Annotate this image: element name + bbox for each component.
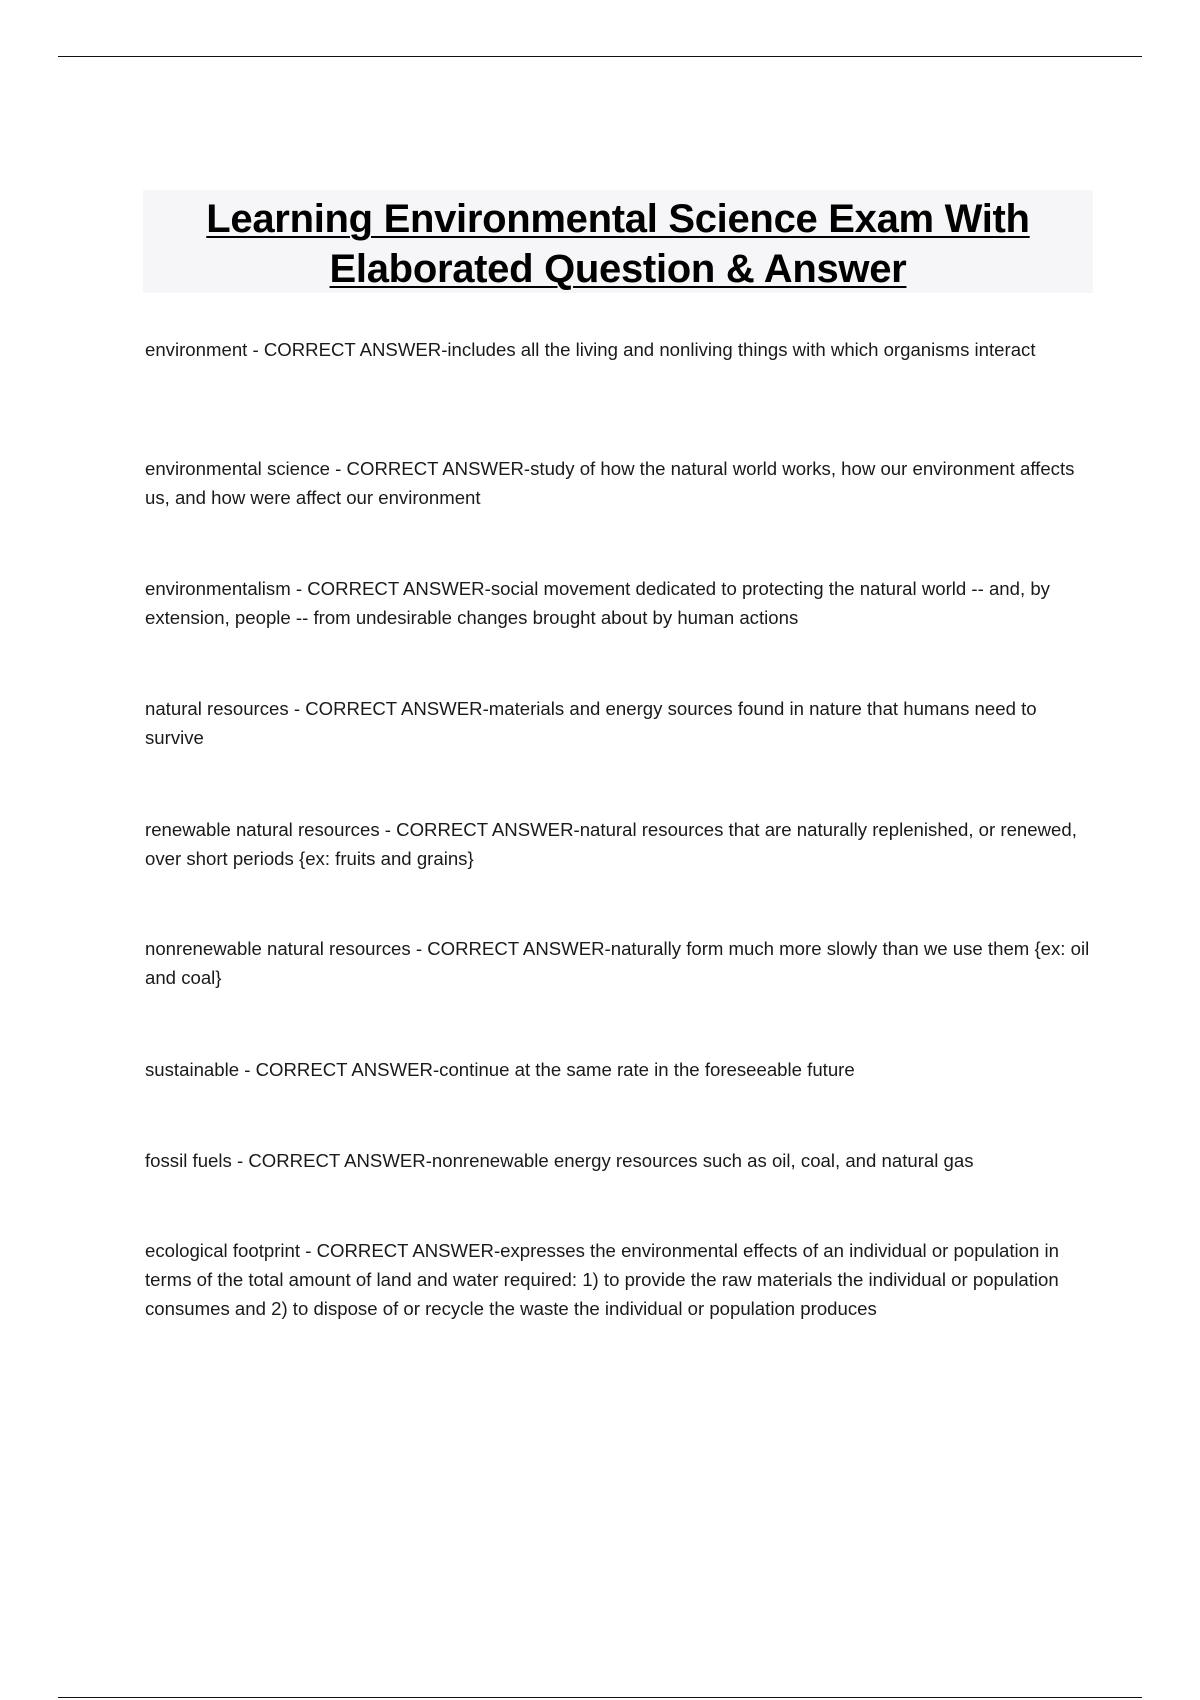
qa-item-fossil-fuels: fossil fuels - CORRECT ANSWER-nonrenewable energy resources such as oil, coal, and natural gas — [145, 1150, 974, 1171]
qa-answer: natural resources that are naturally replenished, or renewed, over short periods {ex: fruits and grains} — [145, 819, 1077, 869]
qa-item-ecological-footprint: ecological footprint - CORRECT ANSWER-expresses the environmental effects of an individual or population in terms of the total amount of land and water required: 1) to provide the raw materials the individual or population consumes and 2) to dispose of or recycle the waste the individual or population produces — [145, 1240, 1059, 1319]
qa-item-renewable-natural-resources: renewable natural resources - CORRECT ANSWER-natural resources that are naturally replenished, or renewed, over short periods {ex: fruits and grains} — [145, 819, 1077, 869]
qa-item-environmentalism: environmentalism - CORRECT ANSWER-social movement dedicated to protecting the natural world -- and, by extension, people -- from undesirable changes brought about by human actions — [145, 578, 1050, 628]
qa-term: environmental science — [145, 458, 331, 479]
qa-term: sustainable — [145, 1059, 240, 1080]
qa-answer: social movement dedicated to protecting the natural world -- and, by extension, people -- from undesirable changes brought about by human actions — [145, 578, 1050, 628]
qa-answer: materials and energy sources found in nature that humans need to survive — [145, 698, 1037, 748]
qa-answer-marker: CORRECT ANSWER — [255, 1059, 433, 1080]
qa-answer-marker: CORRECT ANSWER — [248, 1150, 426, 1171]
qa-item-environmental-science: environmental science - CORRECT ANSWER-study of how the natural world works, how our environment affects us, and how were affect our environment — [145, 458, 1075, 508]
qa-answer: includes all the living and nonliving things with which organisms interact — [447, 339, 1036, 360]
qa-answer: expresses the environmental effects of an individual or population in terms of the total amount of land and water required: 1) to provide the raw materials the individual or population consumes and 2) to dispose of or recycle the waste the individual or population produces — [145, 1240, 1059, 1319]
qa-answer: naturally form much more slowly than we use them {ex: oil and coal} — [145, 938, 1090, 988]
document-title: Learning Environmental Science Exam With Elaborated Question & Answer — [206, 197, 1030, 291]
qa-answer: nonrenewable energy resources such as oil, coal, and natural gas — [431, 1150, 974, 1171]
qa-term: environmentalism — [145, 578, 291, 599]
qa-answer: continue at the same rate in the foreseeable future — [439, 1059, 855, 1080]
qa-answer-marker: CORRECT ANSWER — [307, 578, 485, 599]
qa-term: natural resources — [145, 698, 289, 719]
qa-item-sustainable: sustainable - CORRECT ANSWER-continue at the same rate in the foreseeable future — [145, 1059, 855, 1080]
qa-item-nonrenewable-natural-resources: nonrenewable natural resources - CORRECT ANSWER-naturally form much more slowly than we use them {ex: oil and coal} — [145, 938, 1090, 988]
qa-item-environment: environment - CORRECT ANSWER-includes all the living and nonliving things with which organisms interact — [145, 339, 1036, 360]
qa-answer-marker: CORRECT ANSWER — [346, 458, 524, 479]
top-rule — [58, 56, 1142, 57]
qa-answer-marker: CORRECT ANSWER — [316, 1240, 494, 1261]
qa-term: fossil fuels — [145, 1150, 232, 1171]
qa-term: nonrenewable natural resources — [145, 938, 411, 959]
bottom-rule — [58, 1697, 1142, 1698]
qa-term: ecological footprint — [145, 1240, 301, 1261]
qa-answer: study of how the natural world works, how our environment affects us, and how were affect our environment — [145, 458, 1075, 508]
qa-answer-marker: CORRECT ANSWER — [396, 819, 574, 840]
qa-term: environment — [145, 339, 248, 360]
title-block — [143, 190, 1093, 293]
qa-answer-marker: CORRECT ANSWER — [305, 698, 483, 719]
qa-item-natural-resources: natural resources - CORRECT ANSWER-materials and energy sources found in nature that humans need to survive — [145, 698, 1037, 748]
qa-answer-marker: CORRECT ANSWER — [263, 339, 442, 360]
qa-term: renewable natural resources — [145, 819, 380, 840]
qa-answer-marker: CORRECT ANSWER — [427, 938, 605, 959]
